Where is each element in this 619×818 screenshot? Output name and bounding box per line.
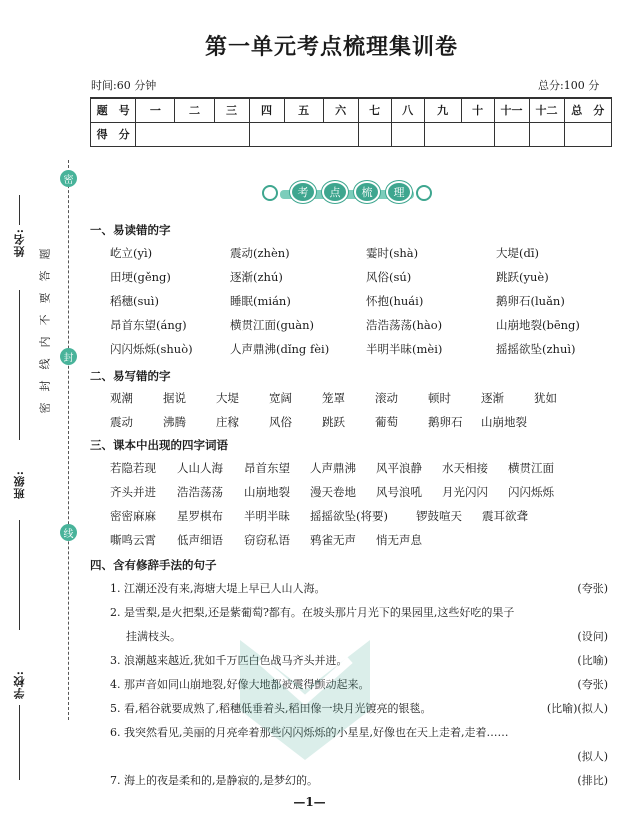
score-header-cell: 二 [175, 98, 214, 122]
sentence: 3. 浪潮越来越近,犹如千万匹白色战马齐头并进。 [110, 654, 348, 667]
pinyin-item: 人声鼎沸(dǐng fèi) [230, 342, 330, 356]
score-cell[interactable] [529, 122, 564, 146]
seal-mark-mi: 密 [60, 170, 77, 187]
idiom-item: 月光闪闪 [442, 485, 488, 499]
word-item: 鹅卵石 [428, 415, 463, 429]
banner-left-ornament [262, 185, 278, 201]
score-header-cell: 六 [323, 98, 358, 122]
idiom-item: 横贯江面 [508, 461, 554, 475]
banner-char: 梳 [354, 181, 380, 203]
name-label: 姓名: [13, 228, 26, 258]
name-blank-line [19, 195, 20, 225]
score-header-cell: 四 [249, 98, 284, 122]
seal-dashed-line [68, 160, 69, 720]
score-row-label: 得 分 [91, 122, 136, 146]
idiom-item: 人山人海 [177, 461, 223, 475]
idiom-item: 风平浪静 [376, 461, 422, 475]
pinyin-item: 大堤(dī) [496, 246, 540, 260]
pinyin-item: 逐渐(zhú) [230, 270, 283, 284]
rhetoric-tag: (比喻) [577, 654, 608, 667]
pinyin-item: 闪闪烁烁(shuò) [110, 342, 193, 356]
score-cell[interactable] [494, 122, 529, 146]
score-header-cell: 八 [391, 98, 424, 122]
binding-strip [0, 0, 80, 818]
banner-char: 理 [386, 181, 412, 203]
word-item: 笼罩 [322, 391, 345, 405]
score-header-cell: 七 [358, 98, 391, 122]
pinyin-item: 田埂(gěng) [110, 270, 171, 284]
section-heading: 四、含有修辞手法的句子 [90, 558, 217, 572]
sentence: 5. 看,稻谷就要成熟了,稻穗低垂着头,稻田像一块月光镀亮的银毯。 [110, 702, 432, 715]
warning-char: 不 [38, 314, 52, 326]
word-item: 跳跃 [322, 415, 345, 429]
pinyin-item: 稻穗(suì) [110, 294, 159, 308]
section-heading: 一、易读错的字 [90, 223, 171, 237]
score-cell[interactable] [136, 122, 249, 146]
pinyin-item: 山崩地裂(bēng) [496, 318, 580, 332]
pinyin-item: 怀抱(huái) [366, 294, 424, 308]
idiom-item: 星罗棋布 [177, 509, 223, 523]
class-label: 班级: [13, 470, 26, 500]
sentence: 7. 海上的夜是柔和的,是静寂的,是梦幻的。 [110, 774, 318, 787]
rhetoric-tag: (设问) [577, 630, 608, 643]
banner-right-ornament [416, 185, 432, 201]
score-header-cell: 三 [214, 98, 249, 122]
warning-char: 密 [38, 402, 52, 414]
idiom-item: 密密麻麻 [110, 509, 156, 523]
name-input-line [19, 290, 20, 440]
word-item: 犹如 [534, 391, 557, 405]
pinyin-item: 风俗(sú) [366, 270, 412, 284]
idiom-item: 半明半昧 [244, 509, 290, 523]
warning-char: 题 [38, 248, 52, 260]
idiom-item: 浩浩荡荡 [177, 485, 223, 499]
score-cell[interactable] [391, 122, 424, 146]
idiom-item: 若隐若现 [110, 461, 156, 475]
rhetoric-tag: (夸张) [577, 582, 608, 595]
page-title: 第一单元考点梳理集训卷 [205, 34, 459, 60]
warning-char: 内 [38, 336, 52, 348]
word-item: 逐渐 [481, 391, 504, 405]
seal-mark-xian: 线 [60, 524, 77, 541]
pinyin-item: 震动(zhèn) [230, 246, 290, 260]
idiom-item: 悄无声息 [376, 533, 422, 547]
pinyin-item: 霎时(shà) [366, 246, 419, 260]
pinyin-item: 睡眠(mián) [230, 294, 291, 308]
warning-char: 线 [38, 358, 52, 370]
idiom-item: 昂首东望 [244, 461, 290, 475]
pinyin-item: 摇摇欲坠(zhuì) [496, 342, 576, 356]
warning-char: 答 [38, 270, 52, 282]
school-label: 学校: [13, 670, 26, 700]
warning-char: 要 [38, 292, 52, 304]
sentence: 4. 那声音如同山崩地裂,好像大地都被震得颤动起来。 [110, 678, 370, 691]
pinyin-item: 鹅卵石(luǎn) [496, 294, 565, 308]
word-item: 据说 [163, 391, 186, 405]
word-item: 宽阔 [269, 391, 292, 405]
school-input-line [19, 705, 20, 780]
warning-char: 封 [38, 380, 52, 392]
rhetoric-tag: (拟人) [577, 750, 608, 763]
score-cell[interactable] [564, 122, 611, 146]
score-header-cell: 十 [461, 98, 494, 122]
sentence: 6. 我突然看见,美丽的月亮牵着那些闪闪烁烁的小星星,好像也在天上走着,走着…… [110, 726, 509, 739]
banner-char: 考 [290, 181, 316, 203]
idiom-item: 闪闪烁烁 [508, 485, 554, 499]
score-table [90, 97, 612, 147]
idiom-item: 嘶鸣云霄 [110, 533, 156, 547]
sentence-continued: 挂满枝头。 [126, 630, 181, 643]
rhetoric-tag: (比喻)(拟人) [546, 702, 608, 715]
word-item: 滚动 [375, 391, 398, 405]
idiom-item: 山崩地裂 [244, 485, 290, 499]
idiom-item: 人声鼎沸 [310, 461, 356, 475]
idiom-item: 摇摇欲坠(将要) [310, 509, 388, 523]
seal-warning [40, 248, 51, 414]
pinyin-item: 横贯江面(guàn) [230, 318, 315, 332]
word-item: 顿时 [428, 391, 451, 405]
score-cell[interactable] [424, 122, 494, 146]
score-header-cell: 总 分 [564, 98, 611, 122]
section-banner [262, 181, 432, 207]
exam-time: 时间:60 分钟 [91, 79, 157, 92]
score-header-cell: 一 [136, 98, 175, 122]
sentence: 1. 江潮还没有来,海塘大堤上早已人山人海。 [110, 582, 326, 595]
word-item: 庄稼 [216, 415, 239, 429]
pinyin-item: 跳跃(yuè) [496, 270, 549, 284]
banner-char: 点 [322, 181, 348, 203]
pinyin-item: 浩浩荡荡(hào) [366, 318, 443, 332]
idiom-item: 水天相接 [442, 461, 488, 475]
score-cell[interactable] [358, 122, 391, 146]
idiom-item: 风号浪吼 [376, 485, 422, 499]
total-score: 总分:100 分 [538, 79, 600, 92]
score-header-cell: 五 [284, 98, 323, 122]
pinyin-item: 屹立(yì) [110, 246, 153, 260]
idiom-item: 齐头并进 [110, 485, 156, 499]
section-heading: 二、易写错的字 [90, 369, 171, 383]
pinyin-item: 半明半昧(mèi) [366, 342, 443, 356]
word-item: 风俗 [269, 415, 292, 429]
rhetoric-tag: (夸张) [577, 678, 608, 691]
score-header-cell: 十二 [529, 98, 564, 122]
score-header-cell: 题 号 [91, 98, 136, 122]
score-table-score-row [91, 122, 612, 146]
score-table-header-row [91, 98, 612, 122]
idiom-item: 窃窃私语 [244, 533, 290, 547]
class-input-line [19, 520, 20, 630]
idiom-item: 漫天卷地 [310, 485, 356, 499]
score-cell[interactable] [249, 122, 358, 146]
idiom-item: 锣鼓喧天 [416, 509, 462, 523]
idiom-item: 鸦雀无声 [310, 533, 356, 547]
word-item: 震动 [110, 415, 133, 429]
idiom-item: 震耳欲聋 [482, 509, 528, 523]
section-heading: 三、课本中出现的四字词语 [90, 438, 228, 452]
word-item: 沸腾 [163, 415, 186, 429]
rhetoric-tag: (排比) [577, 774, 608, 787]
seal-mark-feng: 封 [60, 348, 77, 365]
word-item: 葡萄 [375, 415, 398, 429]
sentence: 2. 是雪梨,是火把梨,还是紫葡萄?都有。在坡头那片月光下的果园里,这些好吃的果子 [110, 606, 515, 619]
score-header-cell: 九 [424, 98, 461, 122]
score-header-cell: 十一 [494, 98, 529, 122]
word-item: 山崩地裂 [481, 415, 527, 429]
word-item: 大堤 [216, 391, 239, 405]
pinyin-item: 昂首东望(áng) [110, 318, 187, 332]
idiom-item: 低声细语 [177, 533, 223, 547]
page-number: —1— [293, 795, 326, 809]
word-item: 观潮 [110, 391, 133, 405]
